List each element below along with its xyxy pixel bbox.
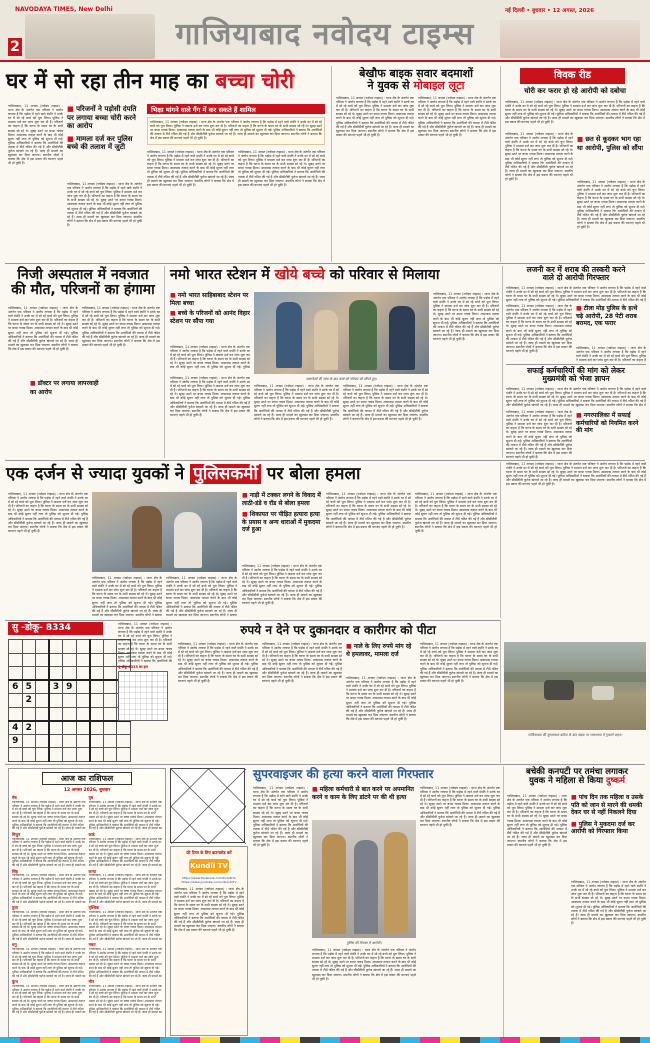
sudoku-cell xyxy=(9,694,23,708)
sudoku-cell xyxy=(76,734,90,748)
rashi-text: गाजियाबाद, 11 अगस्त (नवोदय टाइम्स) : थाना क्षेत्र के अंतर्गत एक परिवार ने आरोप लगाया है कि पड़ोस में रहने वाले दंपति ने उनके घर में सो रहे बच्चे को चुरा लिया। पुलिस ने मामला दर्ज कर जांच शुरू कर दी है। परिजनों का कहना है कि घटना के समय घर के सभी सदस्य सो रहे थे। सुबह उठने पर बच्चा गायब मिला। आसपास तलाश करने के बाद भी कोई सुराग नहीं लगा तो पुलिस को सूचना दी गई। पुलिस अधिकारियों ने बताया कि आरोपियों की तलाश में टीमें गठित की गई हैं और सीसीटीवी फुटेज खंगाले जा रहे हैं। जल्द ही मामले का xyxy=(12,837,86,867)
rashi-text: गाजियाबाद, 11 अगस्त (नवोदय टाइम्स) : थाना क्षेत्र के अंतर्गत एक परिवार ने आरोप लगाया है कि पड़ोस में रहने वाले दंपति ने उनके घर में सो रहे बच्चे को चुरा लिया। पुलिस ने मामला दर्ज कर जांच शुरू कर दी है। परिजनों का कहना है कि घटना के समय घर के सभी सदस्य सो रहे थे। सुबह उठने पर बच्चा गायब मिला। आसपास तलाश करने के बाद भी कोई सुराग नहीं लगा तो पुलिस को सूचना दी गई। पुलिस अधिकारियों ने बताया कि आरोपियों की तलाश में टीमें गठित की गई हैं और सीसीटीवी फुटेज खंगाले जा रहे हैं। जल्द ही मामले का xyxy=(12,947,86,977)
flood-caption: गाजियाबाद की मूसलाधार बारिश के बाद सड़क पर जलभराव में गुजरते वाहन। xyxy=(527,733,623,737)
sudoku-cell xyxy=(90,680,104,694)
sudoku-cell xyxy=(76,667,90,681)
sudoku-cell xyxy=(49,653,63,667)
sudoku-instructions: गाजियाबाद, 11 अगस्त (नवोदय टाइम्स) : थाना क्षेत्र के अंतर्गत एक परिवार ने आरोप लगाया है कि पड़ोस में रहने वाले दंपति ने उनके घर में सो रहे बच्चे को चुरा लिया। पुलिस ने मामला दर्ज कर जांच शुरू कर दी है। परिजनों का कहना है कि घटना के समय घर के सभी सदस्य सो रहे थे। सुबह उठने पर बच्चा गायब मिला। आसपास तलाश करने के बाद भी कोई सुराग नहीं लगा तो पुलिस को सूचना दी गई। पुलिस अधिकारियों ने बताया कि आरोपियों की xyxy=(118,622,172,662)
rashi-entry xyxy=(89,943,163,977)
story9-col1: गाजियाबाद, 11 अगस्त (नवोदय टाइम्स) : थाना क्षेत्र के अंतर्गत एक परिवार ने आरोप लगाया है कि पड़ोस में रहने वाले दंपति ने उनके घर में सो रहे बच्चे को चुरा लिया। पुलिस ने मामला दर्ज कर जांच शुरू कर दी है। परिजनों का कहना है कि घटना के समय घर के सभी सदस्य सो रहे थे। सुबह उठने पर बच्चा गायब मिला। आसपास तलाश करने के बाद भी कोई सुराग नहीं लगा तो पुलिस को सूचना दी गई। पुलिस अधिकारियों ने बताया कि आरोपियों की तलाश में टीमें गठित की गई हैं और सीसीटीवी फुटेज खंगाले जा रहे हैं। जल्द ही मामले का खुलासा कर दिया जाएगा। स्थानीय लोगों ने बताया कि क्षेत्र में इस प्रकार की घटनाएं पहले भी हो चुकी हैं। xyxy=(178,642,258,683)
sudoku-cell: 4 xyxy=(9,721,23,735)
sudoku-cell: 2 xyxy=(22,694,36,708)
story11-col1: गाजियाबाद, 11 अगस्त (नवोदय टाइम्स) : थाना क्षेत्र के अंतर्गत एक परिवार ने आरोप लगाया है कि पड़ोस में रहने वाले दंपति ने उनके घर में सो रहे बच्चे को चुरा लिया। पुलिस ने मामला दर्ज कर जांच शुरू कर दी है। परिजनों का कहना है कि घटना के समय घर के सभी सदस्य सो रहे थे। सुबह उठने पर बच्चा गायब मिला। आसपास तलाश करने के बाद भी कोई सुराग नहीं लगा तो पुलिस को सूचना दी गई। पुलिस अधिकारियों ने बताया कि आरोपियों की तलाश में टीमें गठित की गई हैं और सीसीटीवी फुटेज खंगाले जा रहे हैं। जल्द ही मामले का खुलासा कर दिया जाएगा। स्थानीय लोगों ने बताया कि क्षेत्र में इस प्रकार की घटनाएं पहले भी हो चुकी हैं। xyxy=(507,794,567,848)
story8-col5: गाजियाबाद, 11 अगस्त (नवोदय टाइम्स) : थाना क्षेत्र के अंतर्गत एक परिवार ने आरोप लगाया है कि पड़ोस में रहने वाले दंपति ने उनके घर में सो रहे बच्चे को चुरा लिया। पुलिस ने मामला दर्ज कर जांच शुरू कर दी है। परिजनों का कहना है कि घटना के समय घर के सभी सदस्य सो रहे थे। सुबह उठने पर बच्चा गायब मिला। आसपास तलाश करने के बाद भी कोई सुराग नहीं लगा तो पुलिस को सूचना दी गई। पुलिस अधिकारियों ने बताया कि आरोपियों की तलाश में टीमें गठित की गई हैं और सीसीटीवी फुटेज खंगाले जा रहे हैं। जल्द ही मामले का खुलासा कर दिया जाएगा। स्थानीय लोगों ने बताया कि क्षेत्र में इस प्रकार की घटनाएं पहले भी हो चुकी हैं। xyxy=(326,492,411,529)
rashi-row xyxy=(12,796,162,830)
rashi-name: कन्या xyxy=(88,868,97,874)
sudoku-cell xyxy=(63,707,77,721)
story3-bullet: ■ छत से कूदकर भाग रहा था आरोपी, पुलिस को सौंपा xyxy=(577,135,645,152)
story10-col1: गाजियाबाद, 11 अगस्त (नवोदय टाइम्स) : थाना क्षेत्र के अंतर्गत एक परिवार ने आरोप लगाया है कि पड़ोस में रहने वाले दंपति ने उनके घर में सो रहे बच्चे को चुरा लिया। पुलिस ने मामला दर्ज कर जांच शुरू कर दी है। परिजनों का कहना है कि घटना के समय घर के सभी सदस्य सो रहे थे। सुबह उठने पर बच्चा गायब मिला। आसपास तलाश करने के बाद भी कोई सुराग नहीं लगा तो पुलिस को सूचना दी गई। पुलिस अधिकारियों ने बताया कि आरोपियों की तलाश में टीमें गठित की गई हैं और सीसीटीवी फुटेज खंगाले जा रहे हैं। जल्द ही मामले का खुलासा कर दिया जाएगा। स्थानीय लोगों ने बताया कि क्षेत्र में इस प्रकार की घटनाएं पहले भी हो चुकी हैं। xyxy=(253,786,308,848)
sudoku-cell xyxy=(103,694,117,708)
rashi-text: गाजियाबाद, 11 अगस्त (नवोदय टाइम्स) : थाना क्षेत्र के अंतर्गत एक परिवार ने आरोप लगाया है कि पड़ोस में रहने वाले दंपति ने उनके घर में सो रहे बच्चे को चुरा लिया। पुलिस ने मामला दर्ज कर जांच शुरू कर दी है। परिजनों का कहना है कि घटना के समय घर के सभी सदस्य सो रहे थे। सुबह उठने पर बच्चा गायब मिला। आसपास तलाश करने के बाद भी कोई सुराग नहीं लगा तो पुलिस को सूचना दी गई। पुलिस अधिकारियों ने बताया कि आरोपियों की तलाश में टीमें गठित की गई हैं और सीसीटीवी फुटेज खंगाले जा रहे हैं। जल्द ही मामले का xyxy=(12,800,86,830)
story7-text-top: गाजियाबाद, 11 अगस्त (नवोदय टाइम्स) : थाना क्षेत्र के अंतर्गत एक परिवार ने आरोप लगाया है कि पड़ोस में रहने वाले दंपति ने उनके घर में सो रहे बच्चे को चुरा लिया। पुलिस ने मामला दर्ज कर जांच शुरू कर दी है। परिजनों का कहना है कि घटना के समय घर के सभी सदस्य सो रहे थे। सुबह उठने पर बच्चा गायब मिला। आसपास तलाश करने के बाद भी कोई सुराग नहीं लगा तो पुलिस को सूचना दी गई। पुलिस अधिकारियों ने बताया कि आरोपियों की तलाश में टीमें गठित की गई हैं और सीसीटीवी फुटेज खंगाले जा रहे हैं। जल्द ही मामले का खुलासा कर दिया जाएगा। स्थानीय लोगों ने बताया कि क्षेत्र में xyxy=(506,387,646,407)
page-number: 2 xyxy=(8,38,22,56)
story4-bullet: ■ डॉक्टर पर लगाया लापरवाही का आरोप xyxy=(30,380,100,397)
story11-bullet-2: ■ पुलिस ने मुकदमा दर्ज कर आरोपी को गिरफ्तार किया xyxy=(571,821,646,836)
story5-col1: गाजियाबाद, 11 अगस्त (नवोदय टाइम्स) : थाना क्षेत्र के अंतर्गत एक परिवार ने आरोप लगाया है कि पड़ोस में रहने वाले दंपति ने उनके घर में सो रहे बच्चे को चुरा लिया। पुलिस ने मामला दर्ज कर जांच शुरू कर दी है। परिजनों का कहना है कि घटना के समय घर के सभी सदस्य सो रहे थे। सुबह उठने पर बच्चा गायब मिला। आसपास तलाश करने के बाद भी कोई सुराग नहीं लगा तो पुलिस को सूचना दी गई। पुलिस xyxy=(170,345,250,370)
story5-photo xyxy=(254,292,429,374)
rashi-entry xyxy=(12,870,86,904)
rashi-text: गाजियाबाद, 11 अगस्त (नवोदय टाइम्स) : थाना क्षेत्र के अंतर्गत एक परिवार ने आरोप लगाया है कि पड़ोस में रहने वाले दंपति ने उनके घर में सो रहे बच्चे को चुरा लिया। पुलिस ने मामला दर्ज कर जांच शुरू कर दी है। परिजनों का कहना है कि घटना के समय घर के सभी सदस्य सो रहे थे। सुबह उठने पर बच्चा गायब मिला। आसपास तलाश करने के बाद भी कोई सुराग नहीं लगा तो पुलिस को सूचना दी गई। पुलिस अधिकारियों ने बताया कि आरोपियों की तलाश में टीमें गठित की गई हैं और सीसीटीवी फुटेज खंगाले जा रहे हैं। जल्द ही मामले का xyxy=(88,984,162,1014)
rashi-name: सिंह xyxy=(12,868,18,874)
rashi-entry xyxy=(89,870,163,904)
sudoku-cell xyxy=(22,640,36,654)
rashi-name: वृश्चिक xyxy=(88,905,100,911)
story2-col2: गाजियाबाद, 11 अगस्त (नवोदय टाइम्स) : थाना क्षेत्र के अंतर्गत एक परिवार ने आरोप लगाया है कि पड़ोस में रहने वाले दंपति ने उनके घर में सो रहे बच्चे को चुरा लिया। पुलिस ने मामला दर्ज कर जांच शुरू कर दी है। परिजनों का कहना है कि घटना के समय घर के सभी सदस्य सो रहे थे। सुबह उठने पर बच्चा गायब मिला। आसपास तलाश करने के बाद भी कोई सुराग नहीं लगा तो पुलिस को सूचना दी गई। पुलिस अधिकारियों ने बताया कि आरोपियों की तलाश में टीमें गठित की गई हैं और सीसीटीवी फुटेज खंगाले जा रहे हैं। जल्द ही मामले का खुलासा कर दिया जाएगा। स्थानीय लोगों ने बताया कि क्षेत्र में इस प्रकार की घटनाएं पहले भी हो चुकी हैं। xyxy=(418,96,496,137)
story11-bullet-1: ■ पांच दिन तक महिला व उसके पति को जान से मारने की धमकी देकर घर से नहीं निकलने दिया xyxy=(571,794,646,817)
sudoku-cell xyxy=(9,667,23,681)
sudoku-row xyxy=(9,667,131,681)
sudoku-cell xyxy=(9,707,23,721)
rashi-text: गाजियाबाद, 11 अगस्त (नवोदय टाइम्स) : थाना क्षेत्र के अंतर्गत एक परिवार ने आरोप लगाया है कि पड़ोस में रहने वाले दंपति ने उनके घर में सो रहे बच्चे को चुरा लिया। पुलिस ने मामला दर्ज कर जांच शुरू कर दी है। परिजनों का कहना है कि घटना के समय घर के सभी सदस्य सो रहे थे। सुबह उठने पर बच्चा गायब मिला। आसपास तलाश करने के बाद भी कोई सुराग नहीं लगा तो पुलिस को सूचना दी गई। पुलिस अधिकारियों ने बताया कि आरोपियों की तलाश में टीमें गठित की गई हैं और सीसीटीवी फुटेज खंगाले जा रहे हैं। जल्द ही मामले का xyxy=(88,874,162,904)
sudoku-row xyxy=(9,748,131,762)
story11-headline: बचेकी कनपटी पर तमंचा लगाकर युवक ने महिला से किया दुष्कर्म xyxy=(526,767,628,786)
story4-col2: गाजियाबाद, 11 अगस्त (नवोदय टाइम्स) : थाना क्षेत्र के अंतर्गत एक परिवार ने आरोप लगाया है कि पड़ोस में रहने वाले दंपति ने उनके घर में सो रहे बच्चे को चुरा लिया। पुलिस ने मामला दर्ज कर जांच शुरू कर दी है। परिजनों का कहना है कि घटना के समय घर के सभी सदस्य सो रहे थे। सुबह उठने पर बच्चा गायब मिला। आसपास तलाश करने के बाद भी कोई सुराग नहीं लगा तो पुलिस को सूचना दी गई। पुलिस अधिकारियों ने बताया कि आरोपियों की तलाश में टीमें गठित की गई हैं और सीसीटीवी फुटेज खंगाले जा रहे हैं। जल्द ही मामले का खुलासा कर दिया जाएगा। स्थानीय लोगों ने बताया कि क्षेत्र में इस प्रकार की घटनाएं पहले भी हो चुकी हैं। xyxy=(82,306,160,347)
sudoku-cell xyxy=(90,707,104,721)
sudoku-cell xyxy=(76,748,90,762)
sudoku-row xyxy=(9,721,131,735)
sudoku-side xyxy=(118,622,172,721)
rashi-name: वृष xyxy=(88,795,94,800)
sudoku-cell xyxy=(117,734,131,748)
sudoku-solution-title: सु-डोकू-8333 का हल xyxy=(118,665,148,669)
rashifal-box xyxy=(8,768,166,1038)
rashi-row xyxy=(12,906,162,940)
sudoku-cell xyxy=(22,734,36,748)
story3-text-top: गाजियाबाद, 11 अगस्त (नवोदय टाइम्स) : थाना क्षेत्र के अंतर्गत एक परिवार ने आरोप लगाया है कि पड़ोस में रहने वाले दंपति ने उनके घर में सो रहे बच्चे को चुरा लिया। पुलिस ने मामला दर्ज कर जांच शुरू कर दी है। परिजनों का कहना है कि घटना के समय घर के सभी सदस्य सो रहे थे। सुबह उठने पर बच्चा गायब मिला। आसपास तलाश करने के बाद भी कोई सुराग नहीं लगा तो पुलिस को सूचना दी गई। पुलिस अधिकारियों ने बताया कि आरोपियों की तलाश में टीमें गठित की गई हैं और सीसीटीवी फुटेज खंगाले जा रहे हैं। जल्द ही मामले का खुलासा कर दिया जाएगा। स्थानीय लोगों ने बताया कि क्षेत्र में इस प्रकार की घटनाएं पहले भी हो चुकी हैं। xyxy=(505,100,645,125)
sudoku-cell xyxy=(117,748,131,762)
story5-col3: गाजियाबाद, 11 अगस्त (नवोदय टाइम्स) : थाना क्षेत्र के अंतर्गत एक परिवार ने आरोप लगाया है कि पड़ोस में रहने वाले दंपति ने उनके घर में सो रहे बच्चे को चुरा लिया। पुलिस ने मामला दर्ज कर जांच शुरू कर दी है। परिजनों का कहना है कि घटना के समय घर के सभी सदस्य सो रहे थे। सुबह उठने पर बच्चा गायब मिला। आसपास तलाश करने के बाद भी कोई सुराग नहीं लगा तो पुलिस को सूचना दी गई। पुलिस अधिकारियों ने बताया कि आरोपियों की तलाश में टीमें गठित की गई हैं और सीसीटीवी फुटेज खंगाले जा रहे हैं। जल्द ही मामले का खुलासा कर दिया जाएगा। स्थानीय लोगों ने बताया कि क्षेत्र में इस प्रकार की घटनाएं पहले भी हो चुकी हैं। xyxy=(254,384,339,421)
story5-bullet-2: ■ बच्चे के परिजनों को आनंद विहार स्टेशन पर सौंपा गया xyxy=(170,310,250,325)
sudoku-cell xyxy=(76,640,90,654)
masthead-title: गाजियाबाद नवोदय टाइम्स xyxy=(175,17,475,52)
rashi-entry xyxy=(12,833,86,867)
story9-headline: रुपये न देने पर दुकानदार व कारीगर को पीटा xyxy=(240,623,436,637)
rashi-row xyxy=(12,870,162,904)
story2-col1: गाजियाबाद, 11 अगस्त (नवोदय टाइम्स) : थाना क्षेत्र के अंतर्गत एक परिवार ने आरोप लगाया है कि पड़ोस में रहने वाले दंपति ने उनके घर में सो रहे बच्चे को चुरा लिया। पुलिस ने मामला दर्ज कर जांच शुरू कर दी है। परिजनों का कहना है कि घटना के समय घर के सभी सदस्य सो रहे थे। सुबह उठने पर बच्चा गायब मिला। आसपास तलाश करने के बाद भी कोई सुराग नहीं लगा तो पुलिस को सूचना दी गई। पुलिस अधिकारियों ने बताया कि आरोपियों की तलाश में टीमें गठित की गई हैं और सीसीटीवी फुटेज खंगाले जा रहे हैं। जल्द ही मामले का खुलासा कर दिया जाएगा। स्थानीय लोगों ने बताया कि क्षेत्र में इस प्रकार की घटनाएं पहले भी हो चुकी हैं। xyxy=(336,96,414,137)
rashi-text: गाजियाबाद, 11 अगस्त (नवोदय टाइम्स) : थाना क्षेत्र के अंतर्गत एक परिवार ने आरोप लगाया है कि पड़ोस में रहने वाले दंपति ने उनके घर में सो रहे बच्चे को चुरा लिया। पुलिस ने मामला दर्ज कर जांच शुरू कर दी है। परिजनों का कहना है कि घटना के समय घर के सभी सदस्य सो रहे थे। सुबह उठने पर बच्चा गायब मिला। आसपास तलाश करने के बाद भी कोई सुराग नहीं लगा तो पुलिस को सूचना दी गई। पुलिस अधिकारियों ने बताया कि आरोपियों की तलाश में टीमें गठित की गई हैं और सीसीटीवी फुटेज खंगाले जा रहे हैं। जल्द ही मामले का xyxy=(88,837,162,867)
story1-bullet-1: ■ परिजनों ने पड़ोसी दंपति पर लगाया बच्चा चोरी करने का आरोप xyxy=(67,105,142,131)
rashi-entry xyxy=(12,906,86,940)
sudoku-cell xyxy=(76,707,90,721)
kundli-logo: Kundli TV xyxy=(189,859,229,873)
sudoku-row xyxy=(9,640,131,654)
sudoku-cell xyxy=(76,680,90,694)
story9-col4: गाजियाबाद, 11 अगस्त (नवोदय टाइम्स) : थाना क्षेत्र के अंतर्गत एक परिवार ने आरोप लगाया है कि पड़ोस में रहने वाले दंपति ने उनके घर में सो रहे बच्चे को चुरा लिया। पुलिस ने मामला दर्ज कर जांच शुरू कर दी है। परिजनों का कहना है कि घटना के समय घर के सभी सदस्य सो रहे थे। सुबह उठने पर बच्चा गायब मिला। आसपास तलाश करने के बाद भी कोई सुराग नहीं लगा तो पुलिस को सूचना दी गई। पुलिस अधिकारियों ने बताया कि आरोपियों की तलाश में टीमें गठित की गई हैं और सीसीटीवी फुटेज खंगाले जा रहे हैं। जल्द ही मामले का खुलासा कर दिया जाएगा। स्थानीय लोगों ने बताया कि क्षेत्र में इस प्रकार की घटनाएं पहले भी हो चुकी हैं। xyxy=(420,642,498,683)
rashi-name: कर्क xyxy=(88,831,95,837)
story3-col2: गाजियाबाद, 11 अगस्त (नवोदय टाइम्स) : थाना क्षेत्र के अंतर्गत एक परिवार ने आरोप लगाया है कि पड़ोस में रहने वाले दंपति ने उनके घर में सो रहे बच्चे को चुरा लिया। पुलिस ने मामला दर्ज कर जांच शुरू कर दी है। परिजनों का कहना है कि घटना के समय घर के सभी सदस्य सो रहे थे। सुबह उठने पर बच्चा गायब मिला। आसपास तलाश करने के बाद भी कोई सुराग नहीं लगा तो पुलिस को सूचना दी गई। पुलिस अधिकारियों ने बताया कि आरोपियों की तलाश में टीमें गठित की गई हैं और सीसीटीवी फुटेज खंगाले जा रहे हैं। जल्द ही मामले का खुलासा कर दिया जाएगा। स्थानीय लोगों ने बताया कि क्षेत्र में इस प्रकार की घटनाएं पहले भी हो चुकी हैं। xyxy=(577,180,645,230)
story10-bullet: ■ महिला कर्मचारी से बात करने पर अपमानित करने व काम के लिए डांटने पर की थी हत्या xyxy=(312,786,416,801)
rashifal-date: 12 अगस्त 2026, बुधवार xyxy=(63,788,111,793)
rashi-text: गाजियाबाद, 11 अगस्त (नवोदय टाइम्स) : थाना क्षेत्र के अंतर्गत एक परिवार ने आरोप लगाया है कि पड़ोस में रहने वाले दंपति ने उनके घर में सो रहे बच्चे को चुरा लिया। पुलिस ने मामला दर्ज कर जांच शुरू कर दी है। परिजनों का कहना है कि घटना के समय घर के सभी सदस्य सो रहे थे। सुबह उठने पर बच्चा गायब मिला। आसपास तलाश करने के बाद भी कोई सुराग नहीं लगा तो पुलिस को सूचना दी गई। पुलिस अधिकारियों ने बताया कि आरोपियों की तलाश में टीमें गठित की गई हैं और सीसीटीवी फुटेज खंगाले जा रहे हैं। जल्द ही मामले का xyxy=(12,874,86,904)
story9-bullet: ■ नाले के लिए रुपये मांग रहे थे हमलावर, मामला दर्ज xyxy=(346,643,416,658)
sudoku-cell xyxy=(90,734,104,748)
sudoku-cell xyxy=(63,694,77,708)
story10-caption: पुलिस की गिरफ्त में आरोपी। xyxy=(346,941,382,945)
sudoku-row xyxy=(9,694,131,708)
story10-col2: गाजियाबाद, 11 अगस्त (नवोदय टाइम्स) : थाना क्षेत्र के अंतर्गत एक परिवार ने आरोप लगाया है कि पड़ोस में रहने वाले दंपति ने उनके घर में सो रहे बच्चे को चुरा लिया। पुलिस ने मामला दर्ज कर जांच शुरू कर दी है। परिजनों का कहना है कि घटना के समय घर के सभी सदस्य सो रहे थे। सुबह उठने पर बच्चा गायब मिला। आसपास तलाश करने के बाद भी कोई सुराग नहीं लगा तो पुलिस को सूचना दी गई। पुलिस अधिकारियों ने बताया कि आरोपियों की तलाश में टीमें गठित की गई हैं और सीसीटीवी फुटेज खंगाले जा रहे हैं। जल्द ही मामले का खुलासा कर दिया जाएगा। स्थानीय लोगों ने बताया कि क्षेत्र में इस प्रकार की घटनाएं पहले भी हो चुकी हैं। xyxy=(312,948,416,981)
sudoku-cell xyxy=(63,734,77,748)
story1-col1: गाजियाबाद, 11 अगस्त (नवोदय टाइम्स) : थाना क्षेत्र के अंतर्गत एक परिवार ने आरोप लगाया है कि पड़ोस में रहने वाले दंपति ने उनके घर में सो रहे बच्चे को चुरा लिया। पुलिस ने मामला दर्ज कर जांच शुरू कर दी है। परिजनों का कहना है कि घटना के समय घर के सभी सदस्य सो रहे थे। सुबह उठने पर बच्चा गायब मिला। आसपास तलाश करने के बाद भी कोई सुराग नहीं लगा तो पुलिस को सूचना दी गई। पुलिस अधिकारियों ने बताया कि आरोपियों की तलाश में टीमें गठित की गई हैं और सीसीटीवी फुटेज खंगाले जा रहे हैं। जल्द ही मामले का खुलासा कर दिया जाएगा। स्थानीय लोगों ने बताया कि क्षेत्र में इस प्रकार की घटनाएं पहले भी हो चुकी हैं। xyxy=(8,104,63,166)
sudoku-cell xyxy=(9,748,23,762)
sudoku-cell xyxy=(22,653,36,667)
rashi-name: कुंभ xyxy=(12,978,18,984)
story8-col6: गाजियाबाद, 11 अगस्त (नवोदय टाइम्स) : थाना क्षेत्र के अंतर्गत एक परिवार ने आरोप लगाया है कि पड़ोस में रहने वाले दंपति ने उनके घर में सो रहे बच्चे को चुरा लिया। पुलिस ने मामला दर्ज कर जांच शुरू कर दी है। परिजनों का कहना है कि घटना के समय घर के सभी सदस्य सो रहे थे। सुबह उठने पर बच्चा गायब मिला। आसपास तलाश करने के बाद भी कोई सुराग नहीं लगा तो पुलिस को सूचना दी गई। पुलिस अधिकारियों ने बताया कि आरोपियों की तलाश में टीमें गठित की गई हैं और सीसीटीवी फुटेज खंगाले जा रहे हैं। जल्द ही मामले का खुलासा कर दिया जाएगा। स्थानीय लोगों ने बताया कि क्षेत्र में इस प्रकार की घटनाएं पहले भी हो चुकी हैं। xyxy=(415,492,497,533)
rashifal-grid xyxy=(9,793,165,1020)
rashi-entry xyxy=(12,980,86,1014)
sudoku-cell xyxy=(49,721,63,735)
kundli-link-1[interactable]: https://www.facebook.com/KundliTv xyxy=(182,876,236,880)
story1-col3: गाजियाबाद, 11 अगस्त (नवोदय टाइम्स) : थाना क्षेत्र के अंतर्गत एक परिवार ने आरोप लगाया है कि पड़ोस में रहने वाले दंपति ने उनके घर में सो रहे बच्चे को चुरा लिया। पुलिस ने मामला दर्ज कर जांच शुरू कर दी है। परिजनों का कहना है कि घटना के समय घर के सभी सदस्य सो रहे थे। सुबह उठने पर बच्चा गायब मिला। आसपास तलाश करने के बाद भी कोई सुराग नहीं लगा तो पुलिस को सूचना दी गई। पुलिस अधिकारियों ने बताया कि आरोपियों की तलाश में टीमें गठित की गई हैं और सीसीटीवी फुटेज खंगाले जा रहे हैं। जल्द ही मामले का खुलासा कर दिया जाएगा। स्थानीय लोगों ने बताया कि क्षेत्र में इस प्रकार की घटनाएं पहले भी हो चुकी हैं। xyxy=(147,150,234,187)
story1-col2: गाजियाबाद, 11 अगस्त (नवोदय टाइम्स) : थाना क्षेत्र के अंतर्गत एक परिवार ने आरोप लगाया है कि पड़ोस में रहने वाले दंपति ने उनके घर में सो रहे बच्चे को चुरा लिया। पुलिस ने मामला दर्ज कर जांच शुरू कर दी है। परिजनों का कहना है कि घटना के समय घर के सभी सदस्य सो रहे थे। सुबह उठने पर बच्चा गायब मिला। आसपास तलाश करने के बाद भी कोई सुराग नहीं लगा तो पुलिस को सूचना दी गई। पुलिस अधिकारियों ने बताया कि आरोपियों की तलाश में टीमें गठित की गई हैं और सीसीटीवी फुटेज खंगाले जा रहे हैं। जल्द ही मामले का खुलासा कर दिया जाएगा। स्थानीय लोगों ने बताया कि क्षेत्र में इस प्रकार की घटनाएं पहले भी हो चुकी हैं। xyxy=(67,182,142,227)
sudoku-cell xyxy=(103,734,117,748)
story10-photo xyxy=(312,820,416,938)
story6-col1: गाजियाबाद, 11 अगस्त (नवोदय टाइम्स) : थाना क्षेत्र के अंतर्गत एक परिवार ने आरोप लगाया है कि पड़ोस में रहने वाले दंपति ने उनके घर में सो रहे बच्चे को चुरा लिया। पुलिस ने मामला दर्ज कर जांच शुरू कर दी है। परिजनों का कहना है कि घटना के समय घर के सभी सदस्य सो रहे थे। सुबह उठने पर बच्चा गायब मिला। आसपास तलाश करने के बाद भी कोई सुराग नहीं लगा तो पुलिस को सूचना दी गई। पुलिस अधिकारियों ने बताया कि आरोपियों की तलाश में टीमें गठित की गई हैं और सीसीटीवी फुटेज खंगाले जा रहे हैं। जल्द ही मामले का खुलासा कर दिया जाएगा। स्थानीय लोगों ने बताया कि क्षेत्र में इस प्रकार की घटनाएं पहले भी हो चुकी हैं। xyxy=(506,304,572,354)
story8-headline: एक दर्जन से ज्यादा युवकों ने पुलिसकर्मी पर बोला हमला xyxy=(6,464,361,484)
sudoku-cell xyxy=(36,680,50,694)
sudoku-cell: 2 xyxy=(22,721,36,735)
sudoku-cell xyxy=(49,694,63,708)
sudoku-cell xyxy=(36,707,50,721)
sudoku-cell xyxy=(117,721,131,735)
story6-headline: लजनी कर में शराब की तस्करी करने वाले दो आरोपी गिरफ्तार xyxy=(526,265,626,282)
story5-col5: गाजियाबाद, 11 अगस्त (नवोदय टाइम्स) : थाना क्षेत्र के अंतर्गत एक परिवार ने आरोप लगाया है कि पड़ोस में रहने वाले दंपति ने उनके घर में सो रहे बच्चे को चुरा लिया। पुलिस ने मामला दर्ज कर जांच शुरू कर दी है। परिजनों का कहना है कि घटना के समय घर के सभी सदस्य सो रहे थे। सुबह उठने पर बच्चा गायब मिला। आसपास तलाश करने के बाद भी कोई सुराग नहीं लगा तो पुलिस को सूचना दी गई। पुलिस अधिकारियों ने बताया कि आरोपियों की तलाश में टीमें गठित की गई हैं और सीसीटीवी फुटेज खंगाले जा रहे हैं। जल्द ही मामले का खुलासा कर दिया जाएगा। स्थानीय लोगों ने बताया कि क्षेत्र में इस प्रकार की घटनाएं पहले भी हो चुकी हैं। xyxy=(433,292,499,342)
story4-col1: गाजियाबाद, 11 अगस्त (नवोदय टाइम्स) : थाना क्षेत्र के अंतर्गत एक परिवार ने आरोप लगाया है कि पड़ोस में रहने वाले दंपति ने उनके घर में सो रहे बच्चे को चुरा लिया। पुलिस ने मामला दर्ज कर जांच शुरू कर दी है। परिजनों का कहना है कि घटना के समय घर के सभी सदस्य सो रहे थे। सुबह उठने पर बच्चा गायब मिला। आसपास तलाश करने के बाद भी कोई सुराग नहीं लगा तो पुलिस को सूचना दी गई। पुलिस अधिकारियों ने बताया कि आरोपियों की तलाश में टीमें गठित की गई हैं और सीसीटीवी फुटेज खंगाले जा रहे हैं। जल्द ही मामले का खुलासा कर दिया जाएगा। स्थानीय लोगों ने बताया कि क्षेत्र में इस प्रकार की घटनाएं पहले भी हो चुकी हैं। xyxy=(8,306,78,351)
sudoku-cell xyxy=(90,640,104,654)
story7-headline: सफाई कर्मचारियों की मांग को लेकर मुख्यमंत्री को भेजा ज्ञापन xyxy=(527,366,625,383)
story11-bullets xyxy=(571,794,646,836)
kundli-ad xyxy=(170,846,248,1036)
rashi-text: गाजियाबाद, 11 अगस्त (नवोदय टाइम्स) : थाना क्षेत्र के अंतर्गत एक परिवार ने आरोप लगाया है कि पड़ोस में रहने वाले दंपति ने उनके घर में सो रहे बच्चे को चुरा लिया। पुलिस ने मामला दर्ज कर जांच शुरू कर दी है। परिजनों का कहना है कि घटना के समय घर के सभी सदस्य सो रहे थे। सुबह उठने पर बच्चा गायब मिला। आसपास तलाश करने के बाद भी कोई सुराग नहीं लगा तो पुलिस को सूचना दी गई। पुलिस अधिकारियों ने बताया कि आरोपियों की तलाश में टीमें गठित की गई हैं और सीसीटीवी फुटेज खंगाले जा रहे हैं। जल्द ही मामले का xyxy=(12,984,86,1014)
story1-red-strip: भिक्षा मांगने वाले गैंग में कर सकते हैं शामिल xyxy=(147,104,325,114)
sudoku-cell xyxy=(49,707,63,721)
sudoku-cell xyxy=(49,734,63,748)
story8-bullet-1: ■ नाड़ी में टक्कर लगने के विवाद में लाठी-डंडे व रॉड से बोला हमला xyxy=(242,492,322,507)
story8-col4: गाजियाबाद, 11 अगस्त (नवोदय टाइम्स) : थाना क्षेत्र के अंतर्गत एक परिवार ने आरोप लगाया है कि पड़ोस में रहने वाले दंपति ने उनके घर में सो रहे बच्चे को चुरा लिया। पुलिस ने मामला दर्ज कर जांच शुरू कर दी है। परिजनों का कहना है कि घटना के समय घर के सभी सदस्य सो रहे थे। सुबह उठने पर बच्चा गायब मिला। आसपास तलाश करने के बाद भी कोई सुराग नहीं लगा तो पुलिस को सूचना दी गई। पुलिस अधिकारियों ने बताया कि आरोपियों की तलाश में टीमें गठित की गई हैं और सीसीटीवी फुटेज खंगाले जा रहे हैं। जल्द ही मामले का खुलासा कर दिया जाएगा। स्थानीय लोगों ने बताया कि क्षेत्र में इस प्रकार की घटनाएं पहले भी हो चुकी हैं। xyxy=(242,564,322,605)
sudoku-cell: 3 xyxy=(49,680,63,694)
sudoku-cell xyxy=(76,721,90,735)
sudoku-cell xyxy=(76,694,90,708)
rashi-row xyxy=(12,943,162,977)
kundli-link-2[interactable]: https://www.youtube.com/c/KundliTv xyxy=(181,880,237,884)
sudoku-cell xyxy=(103,721,117,735)
sudoku-cell xyxy=(9,640,23,654)
sudoku-cell xyxy=(9,653,23,667)
sudoku-cell xyxy=(90,667,104,681)
kundli-ad-body: गाजियाबाद, 11 अगस्त (नवोदय टाइम्स) : थाना क्षेत्र के अंतर्गत एक परिवार ने आरोप लगाया है कि पड़ोस में रहने वाले दंपति ने उनके घर में सो रहे बच्चे को चुरा लिया। पुलिस ने मामला दर्ज कर जांच शुरू कर दी है। परिजनों का कहना है कि घटना के समय घर के सभी सदस्य सो रहे थे। सुबह उठने पर बच्चा गायब मिला। आसपास तलाश करने के बाद भी कोई सुराग नहीं लगा तो पुलिस को सूचना दी गई। पुलिस अधिकारियों ने बताया कि आरोपियों की तलाश में टीमें गठित की गई हैं और सीसीटीवी फुटेज खंगाले जा रहे हैं। जल्द ही मामले का खुलासा कर दिया जाएगा। स्थानीय लोगों ने बताया कि क्षेत्र में इस प्रकार की घटनाएं पहले भी हो चुकी हैं। xyxy=(174,887,244,932)
rashi-name: धनु xyxy=(12,942,17,948)
sudoku-cell xyxy=(49,667,63,681)
story7-col2: गाजियाबाद, 11 अगस्त (नवोदय टाइम्स) : थाना क्षेत्र के अंतर्गत एक परिवार ने आरोप लगाया है कि पड़ोस में रहने वाले दंपति ने उनके घर में सो रहे बच्चे को चुरा लिया। पुलिस ने मामला दर्ज कर जांच शुरू कर दी है। परिजनों का कहना है कि घटना के समय घर के सभी सदस्य सो रहे थे। सुबह उठने पर बच्चा गायब मिला। आसपास तलाश करने के बाद भी कोई सुराग नहीं लगा तो पुलिस को सूचना दी गई। पुलिस अधिकारियों ने बताया कि आरोपियों की तलाश में टीमें गठित की गई हैं और सीसीटीवी फुटेज खंगाले जा रहे हैं। जल्द ही मामले का खुलासा कर दिया जाएगा। स्थानीय लोगों ने बताया कि क्षेत्र में इस प्रकार की घटनाएं पहले भी हो चुकी हैं। xyxy=(506,462,646,487)
rashi-entry xyxy=(12,943,86,977)
story7-bullet: ■ नगरपालिका में सफाई कर्मचारियों को नियमित करने की मांग xyxy=(576,412,646,435)
story8-bullets xyxy=(242,492,322,534)
sudoku-cell xyxy=(36,694,50,708)
masthead-tagline: NAVODAYA TIMES, New Delhi xyxy=(15,6,113,13)
story5-caption: दस्तावेजों की जांच के बाद बच्चे को परिवार को सौंपते हुए। xyxy=(306,377,377,381)
sudoku-cell xyxy=(76,653,90,667)
sudoku-cell xyxy=(36,748,50,762)
sudoku-cell xyxy=(49,640,63,654)
rashi-entry xyxy=(12,796,86,830)
story6-bullet: ■ टीला मोड़ पुलिस के हत्थे चढ़े आरोपी, 28 पेटी शराब बरामद, एक फरार xyxy=(576,305,646,328)
story5-bullet-1: ■ नमो भारत साहिबाबाद स्टेशन पर मिला बच्चा xyxy=(170,292,250,307)
story3-col1: गाजियाबाद, 11 अगस्त (नवोदय टाइम्स) : थाना क्षेत्र के अंतर्गत एक परिवार ने आरोप लगाया है कि पड़ोस में रहने वाले दंपति ने उनके घर में सो रहे बच्चे को चुरा लिया। पुलिस ने मामला दर्ज कर जांच शुरू कर दी है। परिजनों का कहना है कि घटना के समय घर के सभी सदस्य सो रहे थे। सुबह उठने पर बच्चा गायब मिला। आसपास तलाश करने के बाद भी कोई सुराग नहीं लगा तो पुलिस को सूचना दी गई। पुलिस अधिकारियों ने बताया कि आरोपियों की तलाश में टीमें गठित की गई हैं और सीसीटीवी फुटेज खंगाले जा रहे हैं। जल्द ही मामले का खुलासा कर दिया जाएगा। स्थानीय लोगों ने बताया कि क्षेत्र में इस प्रकार की घटनाएं पहले भी हो चुकी हैं। xyxy=(505,132,573,182)
story10-headline: सुपरवाइजर की हत्या करने वाला गिरफ्तार xyxy=(253,767,434,781)
masthead xyxy=(0,0,650,62)
rashi-name: मिथुन xyxy=(12,831,21,837)
rashi-text: गाजियाबाद, 11 अगस्त (नवोदय टाइम्स) : थाना क्षेत्र के अंतर्गत एक परिवार ने आरोप लगाया है कि पड़ोस में रहने वाले दंपति ने उनके घर में सो रहे बच्चे को चुरा लिया। पुलिस ने मामला दर्ज कर जांच शुरू कर दी है। परिजनों का कहना है कि घटना के समय घर के सभी सदस्य सो रहे थे। सुबह उठने पर बच्चा गायब मिला। आसपास तलाश करने के बाद भी कोई सुराग नहीं लगा तो पुलिस को सूचना दी गई। पुलिस अधिकारियों ने बताया कि आरोपियों की तलाश में टीमें गठित की गई हैं और सीसीटीवी फुटेज खंगाले जा रहे हैं। जल्द ही मामले का xyxy=(12,911,86,941)
sudoku-cell xyxy=(22,748,36,762)
rashi-name: मकर xyxy=(88,942,96,948)
rashi-row xyxy=(12,980,162,1014)
sudoku-cell: 9 xyxy=(9,734,23,748)
sudoku-row xyxy=(9,734,131,748)
sudoku-title: सु -डोकू- 8334 xyxy=(8,622,103,635)
story8-col3: गाजियाबाद, 11 अगस्त (नवोदय टाइम्स) : थाना क्षेत्र के अंतर्गत एक परिवार ने आरोप लगाया है कि पड़ोस में रहने वाले दंपति ने उनके घर में सो रहे बच्चे को चुरा लिया। पुलिस ने मामला दर्ज कर जांच शुरू कर दी है। परिजनों का कहना है कि घटना के समय घर के सभी सदस्य सो रहे थे। सुबह उठने पर बच्चा गायब मिला। आसपास तलाश करने के बाद भी कोई सुराग नहीं लगा तो पुलिस को सूचना दी गई। पुलिस अधिकारियों ने बताया कि आरोपियों की तलाश में टीमें गठित की गई हैं और सीसीटीवी फुटेज खंगाले जा रहे हैं। जल्द ही मामले का खुलासा कर दिया जाएगा। स्थानीय लोगों ने बताया xyxy=(166,576,237,616)
story1-bullet-2: ■ मामला दर्ज कर पुलिस बच्चे की तलाश में जुटी xyxy=(67,135,142,152)
rashi-text: गाजियाबाद, 11 अगस्त (नवोदय टाइम्स) : थाना क्षेत्र के अंतर्गत एक परिवार ने आरोप लगाया है कि पड़ोस में रहने वाले दंपति ने उनके घर में सो रहे बच्चे को चुरा लिया। पुलिस ने मामला दर्ज कर जांच शुरू कर दी है। परिजनों का कहना है कि घटना के समय घर के सभी सदस्य सो रहे थे। सुबह उठने पर बच्चा गायब मिला। आसपास तलाश करने के बाद भी कोई सुराग नहीं लगा तो पुलिस को सूचना दी गई। पुलिस अधिकारियों ने बताया कि आरोपियों की तलाश में टीमें गठित की गई हैं और सीसीटीवी फुटेज खंगाले जा रहे हैं। जल्द ही मामले का xyxy=(88,800,162,830)
rashi-entry xyxy=(89,980,163,1014)
rashi-text: गाजियाबाद, 11 अगस्त (नवोदय टाइम्स) : थाना क्षेत्र के अंतर्गत एक परिवार ने आरोप लगाया है कि पड़ोस में रहने वाले दंपति ने उनके घर में सो रहे बच्चे को चुरा लिया। पुलिस ने मामला दर्ज कर जांच शुरू कर दी है। परिजनों का कहना है कि घटना के समय घर के सभी सदस्य सो रहे थे। सुबह उठने पर बच्चा गायब मिला। आसपास तलाश करने के बाद भी कोई सुराग नहीं लगा तो पुलिस को सूचना दी गई। पुलिस अधिकारियों ने बताया कि आरोपियों की तलाश में टीमें गठित की गई हैं और सीसीटीवी फुटेज खंगाले जा रहे हैं। जल्द ही मामले का xyxy=(88,947,162,977)
story8-col2: गाजियाबाद, 11 अगस्त (नवोदय टाइम्स) : थाना क्षेत्र के अंतर्गत एक परिवार ने आरोप लगाया है कि पड़ोस में रहने वाले दंपति ने उनके घर में सो रहे बच्चे को चुरा लिया। पुलिस ने मामला दर्ज कर जांच शुरू कर दी है। परिजनों का कहना है कि घटना के समय घर के सभी सदस्य सो रहे थे। सुबह उठने पर बच्चा गायब मिला। आसपास तलाश करने के बाद भी कोई सुराग नहीं लगा तो पुलिस को सूचना दी गई। पुलिस अधिकारियों ने बताया कि आरोपियों की तलाश में टीमें गठित की गई हैं और सीसीटीवी फुटेज खंगाले जा रहे हैं। जल्द ही मामले का खुलासा कर दिया जाएगा। स्थानीय लोगों ने बताया xyxy=(92,576,162,616)
story5-col4: गाजियाबाद, 11 अगस्त (नवोदय टाइम्स) : थाना क्षेत्र के अंतर्गत एक परिवार ने आरोप लगाया है कि पड़ोस में रहने वाले दंपति ने उनके घर में सो रहे बच्चे को चुरा लिया। पुलिस ने मामला दर्ज कर जांच शुरू कर दी है। परिजनों का कहना है कि घटना के समय घर के सभी सदस्य सो रहे थे। सुबह उठने पर बच्चा गायब मिला। आसपास तलाश करने के बाद भी कोई सुराग नहीं लगा तो पुलिस को सूचना दी गई। पुलिस अधिकारियों ने बताया कि आरोपियों की तलाश में टीमें गठित की गई हैं और सीसीटीवी फुटेज खंगाले जा रहे हैं। जल्द ही मामले का खुलासा कर दिया जाएगा। स्थानीय लोगों ने बताया कि क्षेत्र में इस प्रकार की घटनाएं पहले भी हो चुकी हैं। xyxy=(343,384,428,421)
rashi-name: मीन xyxy=(88,978,95,984)
story8-photo xyxy=(92,492,237,572)
sudoku-cell: 9 xyxy=(63,680,77,694)
story1-headline: घर में सो रहा तीन माह का बच्चा चोरी xyxy=(6,69,295,93)
city-skyline-illustration xyxy=(25,14,155,59)
flood-photo xyxy=(504,642,646,730)
sudoku-row xyxy=(9,680,131,694)
rashifal-title: आज का राशिफल xyxy=(42,772,132,785)
sudoku-cell xyxy=(103,667,117,681)
sudoku-cell xyxy=(103,653,117,667)
sudoku-row xyxy=(9,707,131,721)
kundli-chart xyxy=(170,768,245,843)
registration-bar xyxy=(0,1037,650,1043)
story1-strip-text: गाजियाबाद, 11 अगस्त (नवोदय टाइम्स) : थाना क्षेत्र के अंतर्गत एक परिवार ने आरोप लगाया है कि पड़ोस में रहने वाले दंपति ने उनके घर में सो रहे बच्चे को चुरा लिया। पुलिस ने मामला दर्ज कर जांच शुरू कर दी है। परिजनों का कहना है कि घटना के समय घर के सभी सदस्य सो रहे थे। सुबह उठने पर बच्चा गायब मिला। आसपास तलाश करने के बाद भी कोई सुराग नहीं लगा तो पुलिस को सूचना दी गई। पुलिस अधिकारियों ने बताया कि आरोपियों की तलाश में टीमें गठित की गई हैं और सीसीटीवी फुटेज खंगाले जा रहे हैं। जल्द ही मामले का खुलासा कर दिया जाएगा। स्थानीय लोगों ने बताया कि क्षेत्र में इस प्रकार की घटनाएं पहले भी हो चुकी हैं। xyxy=(147,117,325,145)
sudoku-cell xyxy=(36,721,50,735)
story8-col1: गाजियाबाद, 11 अगस्त (नवोदय टाइम्स) : थाना क्षेत्र के अंतर्गत एक परिवार ने आरोप लगाया है कि पड़ोस में रहने वाले दंपति ने उनके घर में सो रहे बच्चे को चुरा लिया। पुलिस ने मामला दर्ज कर जांच शुरू कर दी है। परिजनों का कहना है कि घटना के समय घर के सभी सदस्य सो रहे थे। सुबह उठने पर बच्चा गायब मिला। आसपास तलाश करने के बाद भी कोई सुराग नहीं लगा तो पुलिस को सूचना दी गई। पुलिस अधिकारियों ने बताया कि आरोपियों की तलाश में टीमें गठित की गई हैं और सीसीटीवी फुटेज खंगाले जा रहे हैं। जल्द ही मामले का खुलासा कर दिया जाएगा। स्थानीय लोगों ने बताया कि क्षेत्र में इस प्रकार की घटनाएं पहले भी हो चुकी हैं। xyxy=(8,492,88,533)
sudoku-cell xyxy=(36,667,50,681)
rashi-name: मेष xyxy=(12,795,17,800)
sudoku-cell xyxy=(22,667,36,681)
sudoku-row xyxy=(9,653,131,667)
sudoku-cell xyxy=(63,640,77,654)
story5-col2: गाजियाबाद, 11 अगस्त (नवोदय टाइम्स) : थाना क्षेत्र के अंतर्गत एक परिवार ने आरोप लगाया है कि पड़ोस में रहने वाले दंपति ने उनके घर में सो रहे बच्चे को चुरा लिया। पुलिस ने मामला दर्ज कर जांच शुरू कर दी है। परिजनों का कहना है कि घटना के समय घर के सभी सदस्य सो रहे थे। सुबह उठने पर बच्चा गायब मिला। आसपास तलाश करने के बाद भी कोई सुराग नहीं लगा तो पुलिस को सूचना दी गई। पुलिस अधिकारियों ने बताया कि आरोपियों की तलाश में टीमें गठित की गई हैं और सीसीटीवी फुटेज खंगाले जा रहे हैं। जल्द ही मामले का खुलासा कर दिया जाएगा। स्थानीय लोगों ने बताया कि क्षेत्र में इस प्रकार की घटनाएं पहले भी हो चुकी हैं। xyxy=(170,376,250,417)
rashi-name: तुला xyxy=(12,905,19,911)
sudoku-cell xyxy=(63,721,77,735)
sudoku-cell xyxy=(90,694,104,708)
story4-headline: निजी अस्पताल में नवजात की मौत, परिजनों का हंगामा xyxy=(11,267,155,298)
sudoku-cell xyxy=(103,707,117,721)
sudoku-cell xyxy=(36,734,50,748)
sudoku-cell xyxy=(36,653,50,667)
sudoku-cell xyxy=(103,748,117,762)
sudoku-cell xyxy=(49,748,63,762)
sudoku-cell: 6 xyxy=(9,680,23,694)
story8-bullet-2: ■ शिकायत पर पीड़ित हत्यारा हत्या के प्रयास व अन्य धाराओं में मुकदमा दर्ज हुआ xyxy=(242,511,322,534)
sudoku-grid xyxy=(8,639,131,762)
sudoku-cell xyxy=(63,653,77,667)
sudoku-cell xyxy=(63,748,77,762)
story5-bullets xyxy=(170,292,250,325)
story7-col1: गाजियाबाद, 11 अगस्त (नवोदय टाइम्स) : थाना क्षेत्र के अंतर्गत एक परिवार ने आरोप लगाया है कि पड़ोस में रहने वाले दंपति ने उनके घर में सो रहे बच्चे को चुरा लिया। पुलिस ने मामला दर्ज कर जांच शुरू कर दी है। परिजनों का कहना है कि घटना के समय घर के सभी सदस्य सो रहे थे। सुबह उठने पर बच्चा गायब मिला। आसपास तलाश करने के बाद भी कोई सुराग नहीं लगा तो पुलिस को सूचना दी गई। पुलिस अधिकारियों ने बताया कि आरोपियों की तलाश में टीमें गठित की गई हैं और सीसीटीवी फुटेज खंगाले जा रहे हैं। जल्द ही मामले का खुलासा कर दिया जाएगा। स्थानीय लोगों ने बताया कि क्षेत्र में इस प्रकार की घटनाएं पहले भी हो चुकी हैं। xyxy=(506,410,572,460)
story3-tag: विवक रीड xyxy=(520,68,625,84)
story1-bullets xyxy=(67,105,142,152)
sudoku-cell xyxy=(90,721,104,735)
story10-col3: गाजियाबाद, 11 अगस्त (नवोदय टाइम्स) : थाना क्षेत्र के अंतर्गत एक परिवार ने आरोप लगाया है कि पड़ोस में रहने वाले दंपति ने उनके घर में सो रहे बच्चे को चुरा लिया। पुलिस ने मामला दर्ज कर जांच शुरू कर दी है। परिजनों का कहना है कि घटना के समय घर के सभी सदस्य सो रहे थे। सुबह उठने पर बच्चा गायब मिला। आसपास तलाश करने के बाद भी कोई सुराग नहीं लगा तो पुलिस को सूचना दी गई। पुलिस अधिकारियों ने बताया कि आरोपियों की तलाश में टीमें गठित की गई हैं और सीसीटीवी फुटेज खंगाले जा रहे हैं। जल्द ही मामले का खुलासा कर दिया जाएगा। स्थानीय लोगों ने बताया कि क्षेत्र में इस प्रकार की घटनाएं पहले भी हो चुकी हैं। xyxy=(420,786,500,827)
story11-col2: गाजियाबाद, 11 अगस्त (नवोदय टाइम्स) : थाना क्षेत्र के अंतर्गत एक परिवार ने आरोप लगाया है कि पड़ोस में रहने वाले दंपति ने उनके घर में सो रहे बच्चे को चुरा लिया। पुलिस ने मामला दर्ज कर जांच शुरू कर दी है। परिजनों का कहना है कि घटना के समय घर के सभी सदस्य सो रहे थे। सुबह उठने पर बच्चा गायब मिला। आसपास तलाश करने के बाद भी कोई सुराग नहीं लगा तो पुलिस को सूचना दी गई। पुलिस अधिकारियों ने बताया कि आरोपियों की तलाश में टीमें गठित की गई हैं और सीसीटीवी फुटेज खंगाले जा रहे हैं। जल्द ही मामले का खुलासा कर दिया जाएगा। स्थानीय लोगों ने बताया कि क्षेत्र में इस प्रकार की घटनाएं पहले भी हो चुकी हैं। xyxy=(571,880,646,925)
sudoku-cell xyxy=(63,667,77,681)
sudoku-solution-grid xyxy=(118,671,168,721)
sudoku-cell: 5 xyxy=(22,680,36,694)
sudoku-cell xyxy=(36,640,50,654)
rashi-entry xyxy=(89,796,163,830)
masthead-date: नई दिल्ली • बुधवार • 12 अगस्त, 2026 xyxy=(505,8,595,14)
kundli-ad-tagline: फ्री टिप्स के लिए डाउनलोड करें xyxy=(186,850,232,855)
sudoku-cell xyxy=(22,707,36,721)
story6-text-top: गाजियाबाद, 11 अगस्त (नवोदय टाइम्स) : थाना क्षेत्र के अंतर्गत एक परिवार ने आरोप लगाया है कि पड़ोस में रहने वाले दंपति ने उनके घर में सो रहे बच्चे को चुरा लिया। पुलिस ने मामला दर्ज कर जांच शुरू कर दी है। परिजनों का कहना है कि घटना के समय घर के सभी सदस्य सो रहे थे। सुबह उठने पर बच्चा गायब मिला। आसपास तलाश करने के बाद भी कोई सुराग नहीं लगा तो पुलिस को सूचना दी गई। पुलिस अधिकारियों ने बताया कि आरोपियों की तलाश में टीमें गठित की गई हैं xyxy=(506,286,646,302)
rashi-text: गाजियाबाद, 11 अगस्त (नवोदय टाइम्स) : थाना क्षेत्र के अंतर्गत एक परिवार ने आरोप लगाया है कि पड़ोस में रहने वाले दंपति ने उनके घर में सो रहे बच्चे को चुरा लिया। पुलिस ने मामला दर्ज कर जांच शुरू कर दी है। परिजनों का कहना है कि घटना के समय घर के सभी सदस्य सो रहे थे। सुबह उठने पर बच्चा गायब मिला। आसपास तलाश करने के बाद भी कोई सुराग नहीं लगा तो पुलिस को सूचना दी गई। पुलिस अधिकारियों ने बताया कि आरोपियों की तलाश में टीमें गठित की गई हैं और सीसीटीवी फुटेज खंगाले जा रहे हैं। जल्द ही मामले का xyxy=(88,911,162,941)
story9-col2: गाजियाबाद, 11 अगस्त (नवोदय टाइम्स) : थाना क्षेत्र के अंतर्गत एक परिवार ने आरोप लगाया है कि पड़ोस में रहने वाले दंपति ने उनके घर में सो रहे बच्चे को चुरा लिया। पुलिस ने मामला दर्ज कर जांच शुरू कर दी है। परिजनों का कहना है कि घटना के समय घर के सभी सदस्य सो रहे थे। सुबह उठने पर बच्चा गायब मिला। आसपास तलाश करने के बाद भी कोई सुराग नहीं लगा तो पुलिस को सूचना दी गई। पुलिस अधिकारियों ने बताया कि आरोपियों की तलाश में टीमें गठित की गई हैं और सीसीटीवी फुटेज खंगाले जा रहे हैं। जल्द ही मामले का खुलासा कर दिया जाएगा। स्थानीय लोगों ने बताया कि क्षेत्र में इस प्रकार की घटनाएं पहले भी हो चुकी हैं। xyxy=(262,642,342,683)
story5-headline: नमो भारत स्टेशन में खोये बच्चे को परिवार से मिलाया xyxy=(170,267,440,283)
kundli-diagram xyxy=(171,769,246,844)
rashi-row xyxy=(12,833,162,867)
rashi-entry xyxy=(89,833,163,867)
fort-illustration xyxy=(500,20,640,58)
story1-col4: गाजियाबाद, 11 अगस्त (नवोदय टाइम्स) : थाना क्षेत्र के अंतर्गत एक परिवार ने आरोप लगाया है कि पड़ोस में रहने वाले दंपति ने उनके घर में सो रहे बच्चे को चुरा लिया। पुलिस ने मामला दर्ज कर जांच शुरू कर दी है। परिजनों का कहना है कि घटना के समय घर के सभी सदस्य सो रहे थे। सुबह उठने पर बच्चा गायब मिला। आसपास तलाश करने के बाद भी कोई सुराग नहीं लगा तो पुलिस को सूचना दी गई। पुलिस अधिकारियों ने बताया कि आरोपियों की तलाश में टीमें गठित की गई हैं और सीसीटीवी फुटेज खंगाले जा रहे हैं। जल्द ही मामले का खुलासा कर दिया जाएगा। स्थानीय लोगों ने बताया कि क्षेत्र में इस प्रकार की घटनाएं पहले भी हो चुकी हैं। xyxy=(238,150,325,187)
sudoku-cell xyxy=(103,640,117,654)
story6-col2: गाजियाबाद, 11 अगस्त (नवोदय टाइम्स) : थाना क्षेत्र के अंतर्गत एक परिवार ने आरोप लगाया है कि पड़ोस में रहने वाले दंपति ने उनके घर में सो रहे बच्चे को चुरा लिया। पुलिस ने मामला दर्ज कर जांच शुरू कर दी है। परिजनों का कहना है xyxy=(576,346,646,362)
sudoku-cell xyxy=(90,653,104,667)
story9-col3: गाजियाबाद, 11 अगस्त (नवोदय टाइम्स) : थाना क्षेत्र के अंतर्गत एक परिवार ने आरोप लगाया है कि पड़ोस में रहने वाले दंपति ने उनके घर में सो रहे बच्चे को चुरा लिया। पुलिस ने मामला दर्ज कर जांच शुरू कर दी है। परिजनों का कहना है कि घटना के समय घर के सभी सदस्य सो रहे थे। सुबह उठने पर बच्चा गायब मिला। आसपास तलाश करने के बाद भी कोई सुराग नहीं लगा तो पुलिस को सूचना दी गई। पुलिस अधिकारियों ने बताया कि आरोपियों की तलाश में टीमें गठित की गई हैं और सीसीटीवी फुटेज खंगाले जा रहे हैं। जल्द ही मामले का खुलासा कर दिया जाएगा। स्थानीय लोगों ने बताया कि क्षेत्र में इस प्रकार की घटनाएं पहले भी हो चुकी हैं। xyxy=(346,676,416,721)
sudoku-cell xyxy=(90,748,104,762)
sudoku-cell xyxy=(103,680,117,694)
story2-headline: बेखौफ बाइक सवार बदमाशों ने युवक से मोबाइल लूटा xyxy=(359,67,473,92)
rashi-entry xyxy=(89,906,163,940)
story3-headline: चोरी कर फरार हो रहे आरोपी को दबोचा xyxy=(524,87,626,95)
